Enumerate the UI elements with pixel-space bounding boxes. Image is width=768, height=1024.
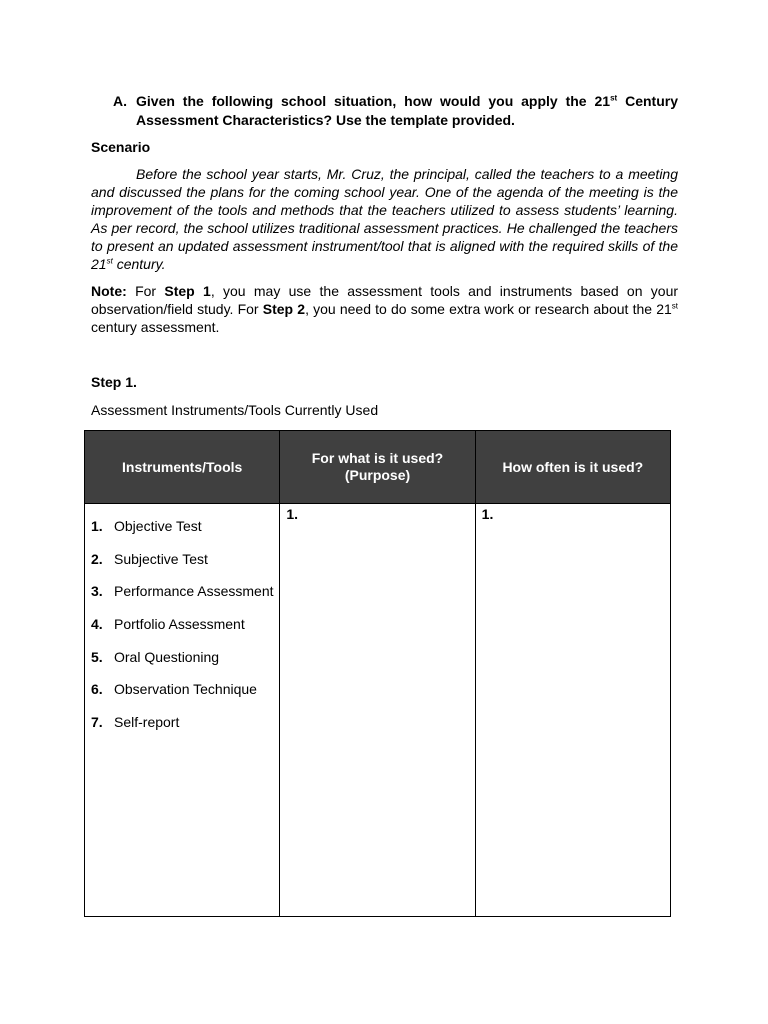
note-paragraph [91, 282, 678, 336]
list-item [91, 714, 279, 747]
frequency-cell[interactable] [475, 504, 670, 917]
list-item-number: 1. [91, 518, 103, 534]
scenario-superscript: st [106, 256, 113, 266]
list-item-label: Performance Assessment [114, 583, 274, 600]
frequency-item-number: 1. [481, 506, 494, 522]
header-purpose-line1: For what is it used? [311, 450, 444, 466]
header-purpose [280, 431, 475, 504]
list-item [91, 518, 279, 551]
list-item [91, 649, 279, 682]
question-text [113, 92, 678, 130]
question-marker: A. [113, 93, 127, 109]
note-text-part: For [126, 283, 165, 299]
list-item-number: 6. [91, 681, 103, 698]
list-item-number: 5. [91, 648, 103, 665]
list-item [91, 583, 279, 616]
note-step1: Step 1 [164, 283, 211, 299]
list-item-label: Portfolio Assessment [114, 616, 245, 633]
header-instruments: Instruments/Tools [85, 431, 280, 504]
step-subtitle: Assessment Instruments/Tools Currently Used [91, 402, 379, 418]
table-row [85, 504, 671, 917]
list-item-label: Observation Technique [114, 681, 257, 698]
question-text-part: Given the following school situation, how would you apply the 21 [136, 93, 611, 109]
assessment-table [84, 430, 671, 917]
note-label: Note: [91, 283, 127, 299]
list-item [91, 616, 279, 649]
list-item-number: 7. [91, 714, 103, 731]
header-purpose-line2: (Purpose) [344, 467, 411, 483]
question-a [113, 92, 678, 130]
note-text-part: , you may use the assessment tools and instruments based on your observation/field study. For [91, 283, 679, 317]
scenario-text-part: Before the school year starts, Mr. Cruz, the principal, called the teachers to a meeting and discussed the plans for the coming school year. One of the agenda of the meeting is the improvement of the tools and methods that the teachers utilized to assess students’ learning. As per record, the school utilizes traditional assessment practices. He challenged the teachers to present an updated assessment instrument/tool that is aligned with the required skills of the 21 [91, 166, 678, 272]
list-item [91, 681, 279, 714]
list-item-number: 4. [91, 616, 103, 633]
purpose-cell[interactable] [280, 504, 475, 917]
note-text-part: , you need to do some extra work or research about the 21 [305, 301, 672, 317]
step-title: Step 1. [91, 374, 137, 390]
tool-list [85, 504, 279, 747]
instruments-cell [85, 504, 280, 917]
note-step2: Step 2 [262, 301, 306, 317]
purpose-item-number: 1. [286, 506, 299, 522]
list-item-label: Self-report [114, 714, 180, 731]
question-superscript: st [610, 93, 618, 103]
scenario-body [91, 165, 678, 273]
list-item [91, 551, 279, 584]
scenario-text-part: century. [112, 256, 166, 272]
list-item-number: 3. [91, 583, 103, 600]
list-item-label: Subjective Test [114, 550, 208, 567]
list-item-label: Oral Questioning [114, 648, 220, 665]
table-header-row [85, 431, 671, 504]
list-item-label: Objective Test [114, 518, 202, 534]
list-item-number: 2. [91, 550, 103, 567]
question-text-part: Century Assessment Characteristics? Use the template provided. [136, 93, 678, 128]
note-superscript: st [671, 301, 679, 311]
header-frequency: How often is it used? [475, 431, 670, 504]
scenario-title: Scenario [91, 139, 151, 155]
note-text-part: century assessment. [91, 319, 220, 335]
